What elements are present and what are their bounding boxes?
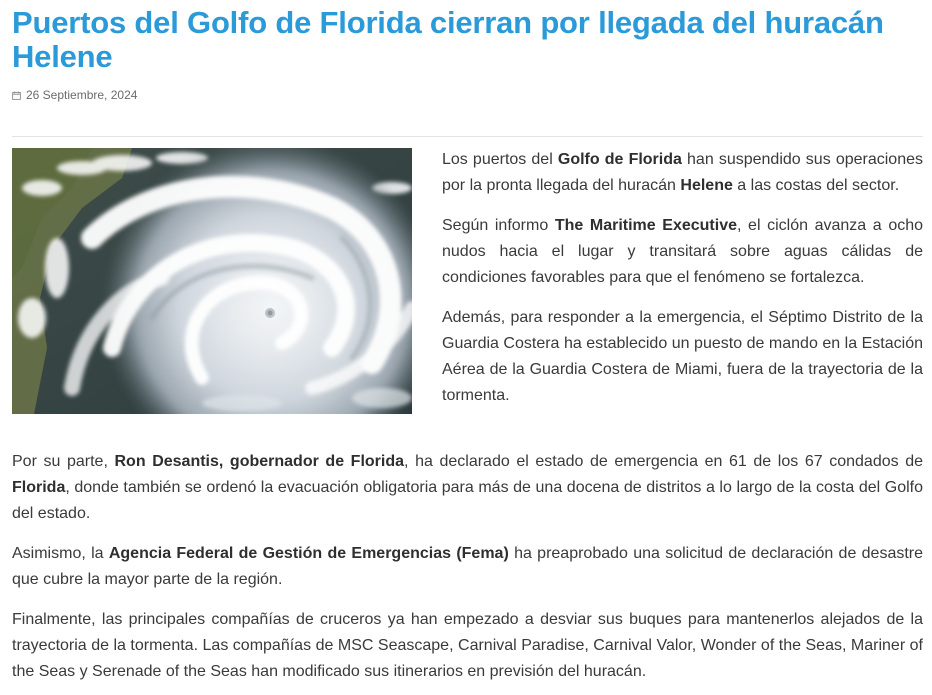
publish-date: 26 Septiembre, 2024 [26, 88, 138, 102]
article-body [12, 449, 923, 685]
paragraph: Finalmente, las principales compañías de cruceros ya han empezado a desviar sus buques para mantenerlos alejados de la trayectoria de la tormenta. Las compañías de MSC Seascape, Carnival Paradise, Carnival Valor, Wonder of the Seas, Mariner of the Seas y Serenade of the Seas han modificado sus itinerarios en previsión del huracán. [12, 611, 923, 680]
article [12, 0, 924, 680]
article-intro-column [442, 147, 923, 409]
paragraph: Además, para responder a la emergencia, el Séptimo Distrito de la Guardia Costera ha establecido un puesto de mando en la Estación Aérea de la Guardia Costera de Miami, fuera de la trayectoria de la tormenta. [442, 309, 923, 404]
article-meta [12, 88, 923, 102]
paragraph: Por su parte, Ron Desantis, gobernador de Florida, ha declarado el estado de emergencia en 61 de los 67 condados de Florida, donde también se ordenó la evacuación obligatoria para más de una docena de distritos a lo largo de la costa del Golfo del estado. [12, 453, 924, 522]
header-divider [12, 136, 923, 137]
paragraph: Los puertos del Golfo de Florida han suspendido sus operaciones por la pronta llegada del huracán Helene a las costas del sector. [442, 151, 923, 194]
paragraph: Asimismo, la Agencia Federal de Gestión de Emergencias (Fema) ha preaprobado una solicitud de declaración de desastre que cubre la mayor parte de la región. [12, 545, 924, 588]
calendar-icon [12, 91, 21, 100]
paragraph: Según informo The Maritime Executive, el ciclón avanza a ocho nudos hacia el lugar y transitará sobre aguas cálidas de condiciones favorables para que el fenómeno se fortalezca. [442, 217, 924, 286]
hurricane-satellite-image [12, 148, 412, 414]
article-title: Puertos del Golfo de Florida cierran por llegada del huracán Helene [12, 5, 884, 74]
